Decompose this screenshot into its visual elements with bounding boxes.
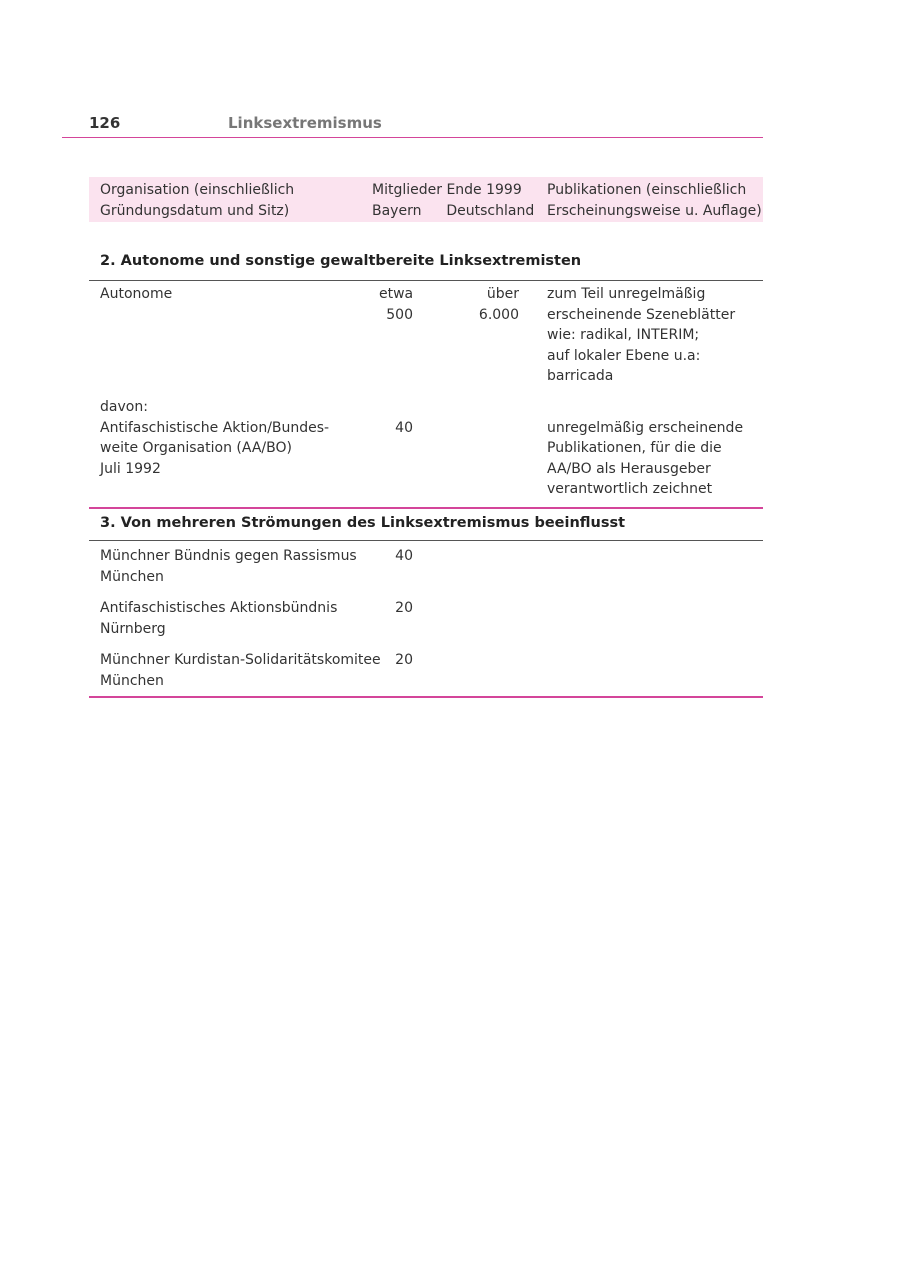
bayern-cell: 40 — [395, 548, 413, 564]
deutschland-cell: über 6.000 — [478, 286, 519, 323]
publication-cell: unregelmäßig erscheinende Publikationen, für die die AA/BO als Herausgeber verantwortlich zeichnet — [547, 419, 744, 497]
org-cell: Münchner Bündnis gegen Rassismus München — [100, 548, 357, 585]
header-bayern: Bayern — [372, 202, 422, 219]
page-number: 126 — [89, 114, 121, 132]
section-2-rule — [89, 280, 763, 281]
bayern-cell: 20 — [395, 600, 413, 616]
org-cell: Münchner Kurdistan-Solidaritätskomitee München — [100, 652, 381, 689]
org-cell: Antifaschistisches Aktionsbündnis Nürnberg — [100, 600, 338, 637]
org-cell: davon: Antifaschistische Aktion/Bundes- weite Organisation (AA/BO) Juli 1992 — [100, 399, 330, 477]
bayern-cell: 20 — [395, 652, 413, 668]
section-3-rule — [89, 540, 763, 541]
table-end-rule — [89, 696, 763, 698]
publication-cell: zum Teil unregelmäßig erscheinende Szeneblätter wie: radikal, INTERIM; auf lokaler Ebene u.a: barricada — [547, 286, 736, 384]
header-members: Mitglieder Ende 1999 Bayern Deutschland — [372, 182, 535, 219]
org-cell: Autonome — [100, 286, 173, 302]
bayern-cell: 40 — [395, 419, 413, 436]
running-title: Linksextremismus — [228, 114, 382, 132]
header-publications: Publikationen (einschließlich Erscheinungsweise u. Auflage) — [547, 182, 762, 219]
table-header — [89, 177, 763, 222]
header-organisation: Organisation (einschließlich Gründungsdatum und Sitz) — [100, 182, 295, 219]
section-2-end-rule — [89, 507, 763, 509]
section-title-2: 2. Autonome und sonstige gewaltbereite Linksextremisten — [100, 253, 582, 269]
section-title-3: 3. Von mehreren Strömungen des Linksextremismus beeinflusst — [100, 515, 626, 531]
header-deutschland: Deutschland — [446, 202, 535, 219]
header-rule — [62, 137, 763, 138]
running-header — [89, 114, 763, 138]
bayern-cell: etwa 500 — [379, 286, 414, 323]
